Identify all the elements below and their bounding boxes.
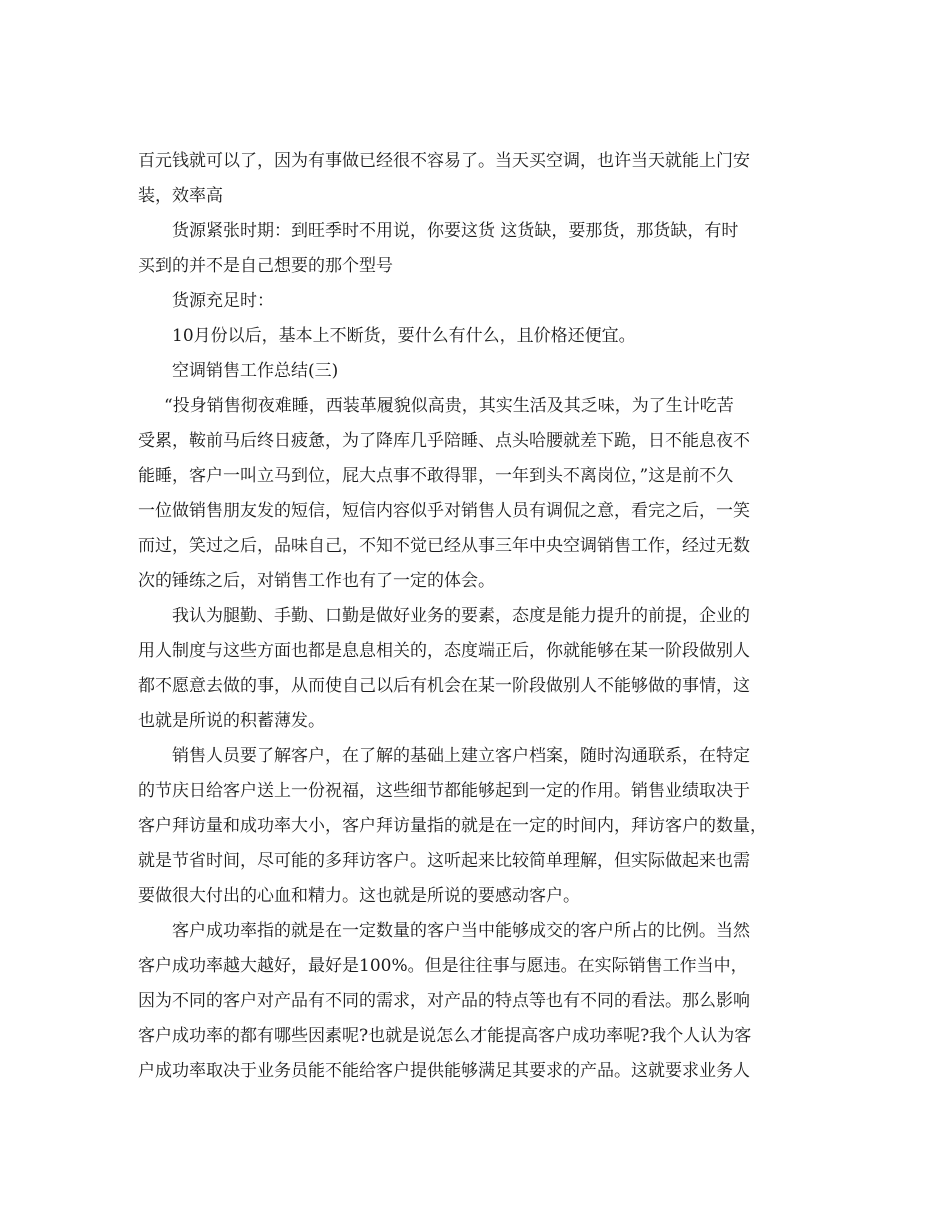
text-line: 客户成功率的都有哪些因素呢?也就是说怎么才能提高客户成功率呢?我个人认为客 bbox=[138, 1026, 752, 1046]
document-body bbox=[138, 144, 810, 1089]
text-line: 客户成功率越大越好，最好是100%。但是往往事与愿违。在实际销售工作当中， bbox=[138, 956, 748, 976]
text-line: 都不愿意去做的事，从而使自己以后有机会在某一阶段做别人不能够做的事情，这 bbox=[138, 676, 750, 696]
text-line: 客户拜访量和成功率大小，客户拜访量指的就是在一定的时间内，拜访客户的数量， bbox=[138, 816, 767, 836]
text-line: 客户成功率指的就是在一定数量的客户当中能够成交的客户所占的比例。当然 bbox=[172, 921, 750, 941]
text-line: 销售人员要了解客户，在了解的基础上建立客户档案，随时沟通联系，在特定 bbox=[172, 746, 750, 766]
text-line: 能睡，客户一叫立马到位，屁大点事不敢得罪，一年到头不离岗位，”这是前不久 bbox=[138, 466, 734, 486]
text-line: 受累，鞍前马后终日疲惫，为了降库几乎陪睡、点头哈腰就差下跪，日不能息夜不 bbox=[138, 431, 750, 451]
text-line: 也就是所说的积蓄薄发。 bbox=[138, 711, 325, 731]
text-line: 一位做销售朋友发的短信，短信内容似乎对销售人员有调侃之意，看完之后，一笑 bbox=[138, 501, 750, 521]
text-line: 而过，笑过之后，品味自己，不知不觉已经从事三年中央空调销售工作，经过无数 bbox=[138, 536, 750, 556]
text-line: 的节庆日给客户送上一份祝福，这些细节都能够起到一定的作用。销售业绩取决于 bbox=[138, 781, 750, 801]
text-line: 用人制度与这些方面也都是息息相关的，态度端正后，你就能够在某一阶段做别人 bbox=[138, 641, 750, 661]
text-line: “投身销售彻夜难睡，西装革履貌似高贵，其实生活及其乏味，为了生计吃苦 bbox=[164, 396, 734, 416]
text-line: 因为不同的客户对产品有不同的需求，对产品的特点等也有不同的看法。那么影响 bbox=[138, 991, 750, 1011]
text-line: 就是节省时间，尽可能的多拜访客户。这听起来比较简单理解，但实际做起来也需 bbox=[138, 851, 750, 871]
text-line: 装，效率高 bbox=[138, 186, 223, 206]
text-line: 户成功率取决于业务员能不能给客户提供能够满足其要求的产品。这就要求业务人 bbox=[138, 1061, 750, 1081]
text-line: 百元钱就可以了，因为有事做已经很不容易了。当天买空调，也许当天就能上门安 bbox=[138, 151, 750, 171]
text-line: 次的锤练之后，对销售工作也有了一定的体会。 bbox=[138, 571, 495, 591]
text-line: 要做很大付出的心血和精力。这也就是所说的要感动客户。 bbox=[138, 886, 580, 906]
text-line: 10月份以后，基本上不断货，要什么有什么，且价格还便宜。 bbox=[172, 326, 636, 346]
text-line: 货源充足时： bbox=[172, 291, 274, 311]
section-heading: 空调销售工作总结(三) bbox=[172, 361, 339, 381]
text-line: 我认为腿勤、手勤、口勤是做好业务的要素，态度是能力提升的前提，企业的 bbox=[172, 606, 750, 626]
text-line: 货源紧张时期：到旺季时不用说，你要这货 这货缺，要那货，那货缺，有时 bbox=[172, 221, 739, 241]
text-line: 买到的并不是自己想要的那个型号 bbox=[138, 256, 393, 276]
